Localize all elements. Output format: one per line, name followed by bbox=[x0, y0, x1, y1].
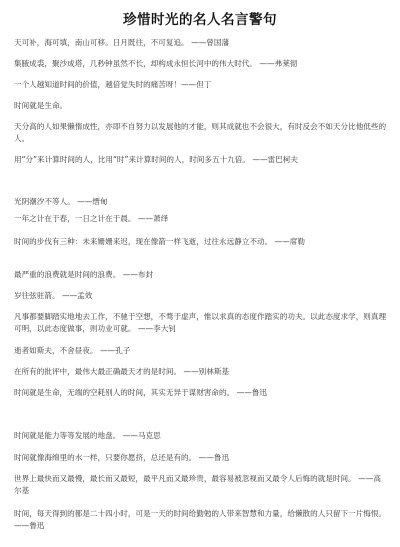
quote-10: 最严重的浪费就是时间的浪费。 ——布封 bbox=[14, 270, 154, 279]
quote-3: 一个人越知道时间的价值，越倍觉失时的痛苦呀！——但丁 bbox=[14, 80, 212, 89]
quote-12: 凡事都要脚踏实地地去工作，不驰于空想，不骛于虚声，惟以求真的态度作踏实的功夫。以此态度求学，则真理可明，以此态度做事，则功业可就。 ——李大钊 bbox=[14, 312, 387, 333]
quote-15: 时间就是生命，无端的空耗别人的时间，其实无异于谋财害命的。 ——鲁迅 bbox=[14, 388, 268, 397]
quote-13: 逝者如斯夫，不舍昼夜。 ——孔子 bbox=[14, 346, 131, 355]
quote-6: 用“分”来计算时间的人，比用“时”来计算时间的人，时间多五十九倍。 ——雷巴柯夫 bbox=[14, 155, 298, 164]
quote-11: 岁往弦驻箭。 ——孟效 bbox=[14, 291, 93, 300]
quote-8: 一年之计在于春，一日之计在于晨。 ——萧绎 bbox=[14, 214, 169, 223]
quote-17: 时间就像海绵里的水一样，只要你愿挤，总还是有的。 ——鲁迅 bbox=[14, 453, 230, 462]
quote-5: 天分高的人如果懒惰成性，亦即不自努力以发展他的才能，则其成就也不会很大，有时反会不如天分比他低些的人。 bbox=[14, 122, 387, 143]
quote-9: 时间的步伐有三种：未来姗姗来迟，现在像箭一样飞逝，过往永远静立不动。 ——席勒 bbox=[14, 237, 305, 246]
quote-16: 时间就是能力等等发展的地盘。 ——马克思 bbox=[14, 431, 161, 440]
quote-7: 光阴潮汐不等人。 ——缙甸 bbox=[14, 197, 108, 206]
quote-4: 时间就是生命。 bbox=[14, 101, 68, 110]
page-title: 珍惜时光的名人名言警句 bbox=[123, 12, 277, 28]
quote-18: 世界上最快而又最慢，最长而又最短，最平凡而又最珍贵，最容易被忽视而又最令人后悔的就是时间。 ——高尔基 bbox=[14, 474, 381, 495]
quote-2: 集腋成裘，聚沙成塔，几秒钟虽然不长，却构成永恒长河中的伟大时代。 ——弗莱彻 bbox=[14, 59, 298, 68]
quote-14: 在所有的批评中，最伟大最正确最天才的是时间。 ——别林斯基 bbox=[14, 367, 230, 376]
quote-1: 天可补，海可填，南山可移。日月既往，不可复追。 ——曾国藩 bbox=[14, 38, 230, 47]
quote-19: 时间，每天得到的都是二十四小时，可是一天的时间给勤勉的人带来智慧和力量，给懒散的人只留下一片悔恨。 ——鲁迅 bbox=[14, 509, 387, 530]
